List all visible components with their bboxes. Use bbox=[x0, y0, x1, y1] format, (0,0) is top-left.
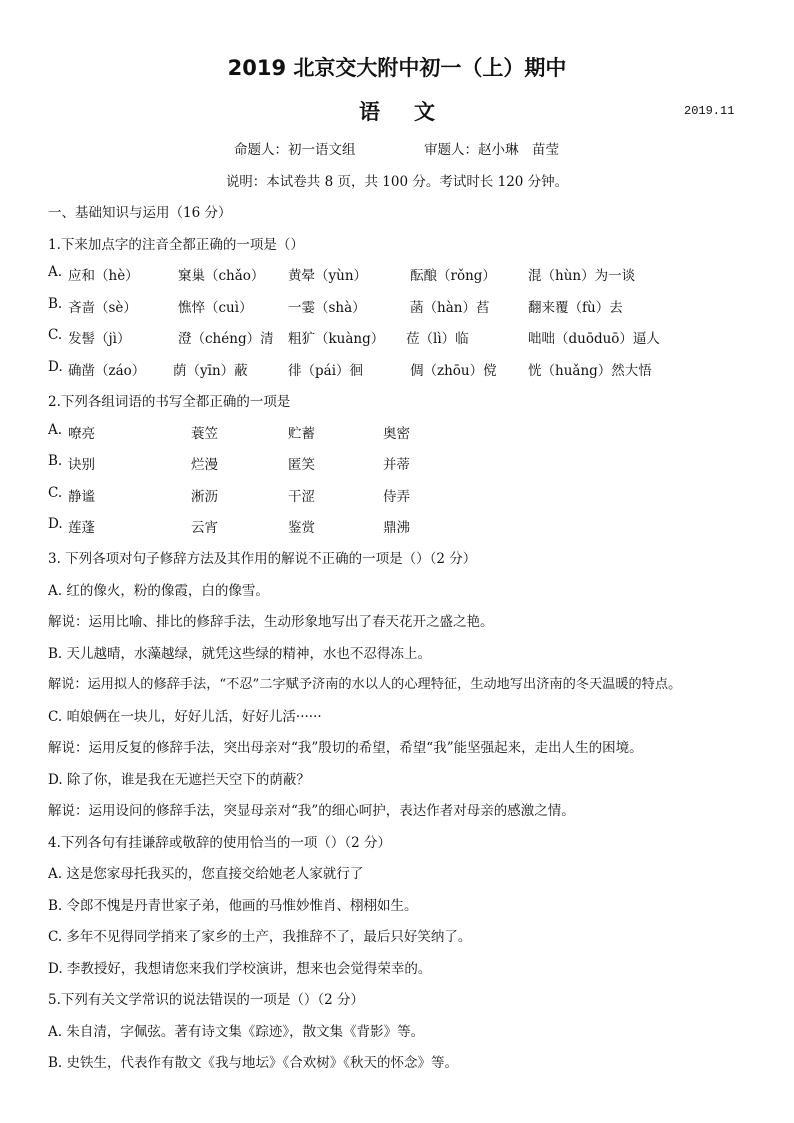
q4-option-d: D. 李教授好，我想请您来我们学校演讲，想来也会觉得荣幸的。 bbox=[48, 961, 432, 977]
exam-date: 2019.11 bbox=[684, 104, 735, 118]
option-item: 恍（huǎng）然大悟 bbox=[528, 363, 652, 379]
option-letter: A. bbox=[48, 422, 63, 438]
option-item: 嘹亮 bbox=[68, 426, 95, 442]
q1-option-c bbox=[48, 327, 768, 347]
q3-note-c: 解说：运用反复的修辞手法，突出母亲对“我”殷切的希望，希望“我”能坚强起来，走出人生的困境。 bbox=[48, 740, 643, 756]
option-letter: D. bbox=[48, 359, 63, 375]
option-letter: B. bbox=[48, 296, 63, 312]
q4-option-c: C. 多年不见得同学捎来了家乡的土产，我推辞不了，最后只好笑纳了。 bbox=[48, 929, 472, 945]
option-item: 蓑笠 bbox=[191, 426, 218, 442]
option-item: 黄晕（yùn） bbox=[288, 268, 368, 284]
option-item: 徘（pái）徊 bbox=[288, 363, 364, 379]
option-letter: B. bbox=[48, 453, 63, 469]
option-item: 憔悴（cuì） bbox=[178, 300, 253, 316]
q5-option-a: A. 朱自清，字佩弦。著有诗文集《踪迹》，散文集《背影》等。 bbox=[48, 1024, 425, 1040]
option-item: 翻来覆（fù）去 bbox=[528, 300, 623, 316]
q2-option-a bbox=[48, 422, 768, 442]
option-item: 淅沥 bbox=[191, 489, 218, 505]
option-item: 窠巢（chǎo） bbox=[178, 268, 265, 284]
q4-option-b: B. 令郎不愧是丹青世家子弟，他画的马惟妙惟肖、栩栩如生。 bbox=[48, 898, 418, 914]
option-item: 荫（yīn）蔽 bbox=[173, 363, 248, 379]
section-heading: 一、基础知识与运用（16 分） bbox=[48, 205, 232, 221]
option-item: 酝酿（rǒng） bbox=[410, 268, 496, 284]
option-item: 倜（zhōu）傥 bbox=[410, 363, 497, 379]
q4-option-a: A. 这是您家母托我买的，您直接交给她老人家就行了 bbox=[48, 866, 364, 882]
instructions: 说明：本试卷共 8 页，共 100 分。考试时长 120 分钟。 bbox=[225, 174, 569, 190]
exam-title: 2019 北京交大附中初一（上）期中 bbox=[227, 56, 567, 80]
option-item: 莲蓬 bbox=[68, 520, 95, 536]
q3-item-c: C. 咱娘俩在一块儿，好好儿活，好好儿活······ bbox=[48, 709, 322, 725]
q1-option-a bbox=[48, 264, 768, 284]
option-item: 应和（hè） bbox=[68, 268, 139, 284]
option-item: 混（hùn）为一谈 bbox=[528, 268, 636, 284]
q3-item-b: B. 天儿越晴，水藻越绿，就凭这些绿的精神，水也不忍得冻上。 bbox=[48, 646, 432, 662]
author-label: 命题人：初一语文组 bbox=[234, 142, 356, 158]
option-item: 咄咄（duōduō）逼人 bbox=[528, 331, 660, 347]
option-item: 奥密 bbox=[383, 426, 410, 442]
option-item: 侍弄 bbox=[383, 489, 410, 505]
question-1-stem: 1.下来加点字的注音全都正确的一项是（） bbox=[48, 237, 304, 253]
q2-option-c bbox=[48, 485, 768, 505]
option-item: 粗犷（kuàng） bbox=[288, 331, 385, 347]
option-item: 烂漫 bbox=[191, 457, 218, 473]
option-item: 并蒂 bbox=[383, 457, 410, 473]
q1-option-b bbox=[48, 296, 768, 316]
option-item: 澄（chéng）清 bbox=[178, 331, 274, 347]
option-item: 匿笑 bbox=[288, 457, 315, 473]
subject-heading: 语文 bbox=[359, 100, 469, 124]
option-letter: C. bbox=[48, 327, 63, 343]
option-letter: A. bbox=[48, 264, 63, 280]
option-item: 鉴赏 bbox=[288, 520, 315, 536]
question-2-stem: 2.下列各组词语的书写全都正确的一项是 bbox=[48, 394, 291, 410]
question-3-stem: 3. 下列各项对句子修辞方法及其作用的解说不正确的一项是（）（2 分） bbox=[48, 551, 477, 567]
q3-item-d: D. 除了你，谁是我在无遮拦天空下的荫蔽？ bbox=[48, 772, 310, 788]
option-item: 贮蓄 bbox=[288, 426, 315, 442]
option-item: 诀别 bbox=[68, 457, 95, 473]
q3-note-b: 解说：运用拟人的修辞手法，“不忍”二字赋予济南的水以人的心理特征，生动地写出济南的冬天温暖的特点。 bbox=[48, 677, 682, 692]
option-item: 菡（hàn）萏 bbox=[410, 300, 490, 316]
option-item: 发髻（jì） bbox=[68, 331, 131, 347]
reviewer-label: 审题人：赵小琳 苗莹 bbox=[424, 142, 559, 158]
option-letter: C. bbox=[48, 485, 63, 501]
option-letter: D. bbox=[48, 516, 63, 532]
q3-note-d: 解说：运用设问的修辞手法，突显母亲对“我”的细心呵护，表达作者对母亲的感激之情。 bbox=[48, 803, 575, 819]
question-5-stem: 5.下列有关文学常识的说法错误的一项是（）（2 分） bbox=[48, 992, 365, 1008]
option-item: 吝啬（sè） bbox=[68, 300, 137, 316]
option-item: 莅（lì）临 bbox=[406, 331, 469, 347]
q3-note-a: 解说：运用比喻、排比的修辞手法，生动形象地写出了春天花开之盛之艳。 bbox=[48, 614, 494, 630]
option-item: 鼎沸 bbox=[383, 520, 410, 536]
option-item: 干涩 bbox=[288, 489, 315, 505]
q2-option-b bbox=[48, 453, 768, 473]
option-item: 静谧 bbox=[68, 489, 95, 505]
q5-option-b: B. 史铁生，代表作有散文《我与地坛》《合欢树》《秋天的怀念》等。 bbox=[48, 1055, 459, 1071]
q3-item-a: A. 红的像火，粉的像霞，白的像雪。 bbox=[48, 583, 269, 599]
option-item: 云宵 bbox=[191, 520, 218, 536]
option-item: 确凿（záo） bbox=[68, 363, 146, 379]
question-4-stem: 4.下列各句有挂谦辞或敬辞的使用恰当的一项（）（2 分） bbox=[48, 835, 392, 851]
q2-option-d bbox=[48, 516, 768, 536]
option-item: 一霎（shà） bbox=[288, 300, 366, 316]
q1-option-d bbox=[48, 359, 768, 379]
